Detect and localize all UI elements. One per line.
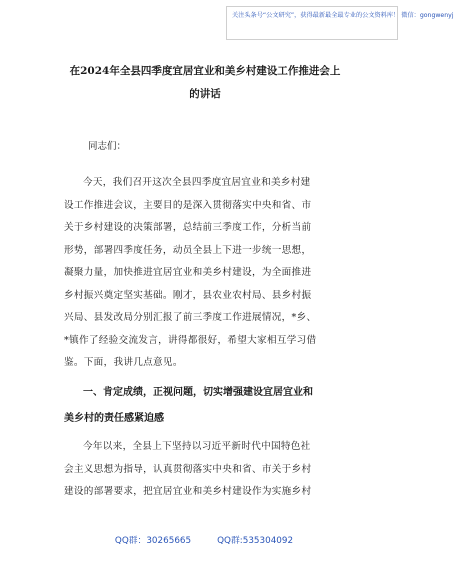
paragraph-line: 兴局、县发改局分别汇报了前三季度工作进展情况，*乡、 [64,312,317,323]
paragraph-line: *镇作了经验交流发言，讲得都很好，希望大家相互学习借 [64,334,317,346]
paragraph-line: 形势，部署四季度任务，动员全县上下进一步统一思想， [64,244,312,256]
paragraph-section-1 [64,436,354,504]
paragraph-line: 今年以来，全县上下坚持以习近平新时代中国特色社 [83,441,311,452]
document-title [38,60,372,106]
paragraph-line: 会主义思想为指导，认真贯彻落实中央和省、市关于乡村 [64,463,312,475]
section-heading-1 [64,380,354,432]
paragraph-line: 建设的部署要求，把宜居宜业和美乡村建设作为实施乡村 [64,486,312,497]
greeting: 同志们： [88,141,127,152]
paragraph-line: 鉴。下面，我讲几点意见。 [64,357,183,368]
promo-text: 关注头条号“公文研究”，获得最新最全最专业的公文资料库！ 微信：gongwenyj [232,12,454,19]
paragraph-line: 乡村振兴奠定坚实基础。刚才，县农业农村局、县乡村振 [64,289,312,301]
qq-group-1: QQ群：30265665 [114,536,192,546]
qq-group-2: QQ群:535304092 [217,536,294,546]
heading-line: 一、肯定成绩，正视问题，切实增强建设宜居宜业和 [83,387,313,398]
paragraph-line: 关于乡村建设的决策部署，总结前三季度工作，分析当前 [64,222,312,233]
paragraph-intro [64,172,354,375]
footer-contact [0,533,408,546]
title-line-1: 在2024年全县四季度宜居宜业和美乡村建设工作推进会上 [69,65,341,77]
paragraph-line: 今天，我们召开这次全县四季度宜居宜业和美乡村建 [83,177,311,188]
paragraph-line: 凝聚力量，加快推进宜居宜业和美乡村建设，为全面推进 [64,267,312,278]
heading-line: 美乡村的责任感紧迫感 [64,413,164,424]
paragraph-line: 设工作推进会议，主要目的是深入贯彻落实中央和省、市 [64,199,312,211]
promo-banner [226,6,454,40]
title-line-2: 的讲话 [189,88,221,100]
